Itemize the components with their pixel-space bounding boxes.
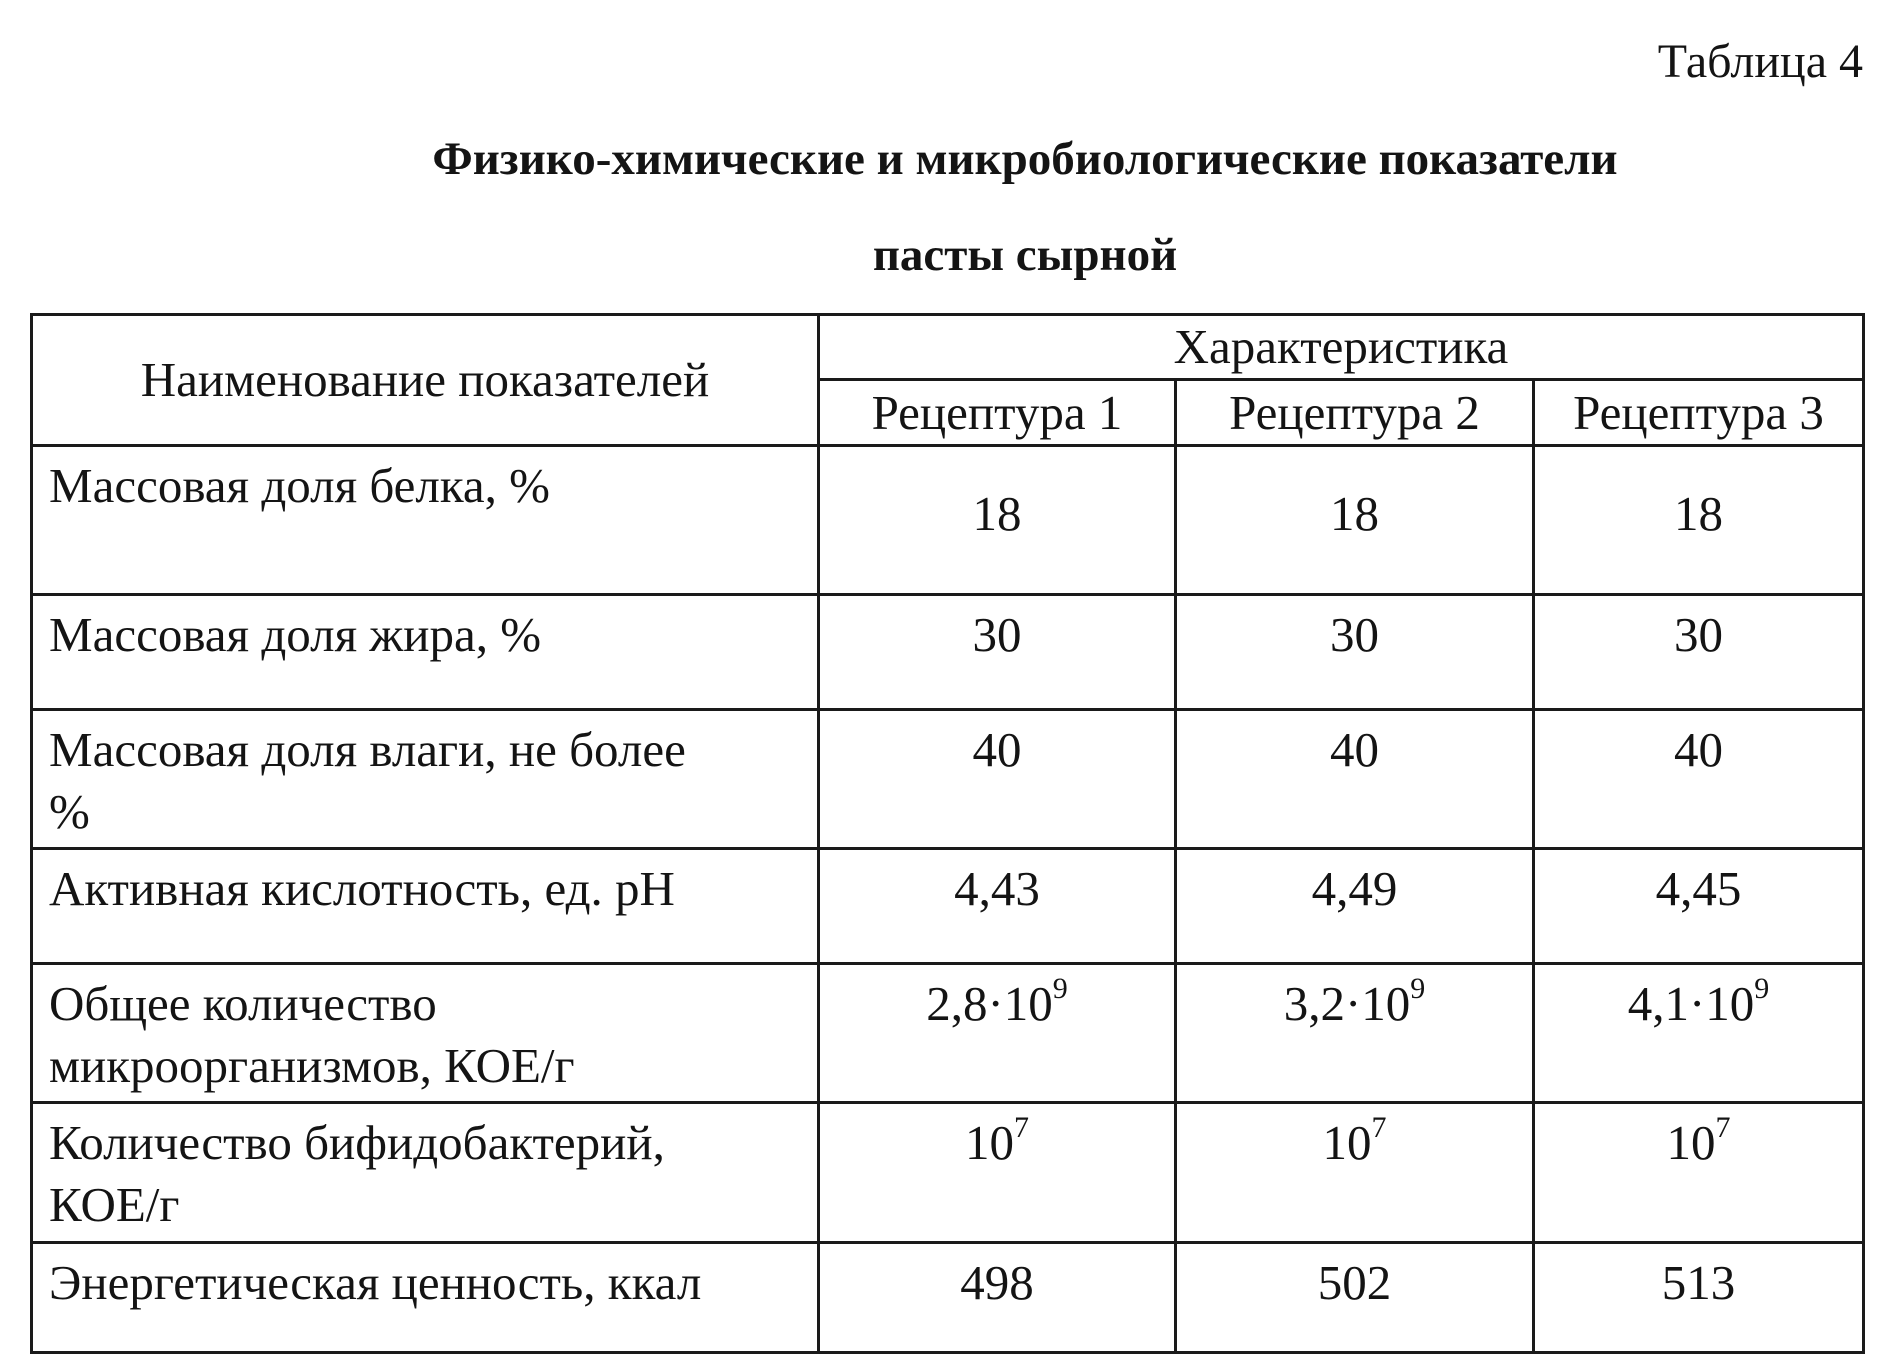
value-base: 2,8·10	[926, 976, 1053, 1031]
row-label-line-1: Количество бифидобактерий,	[49, 1115, 665, 1170]
table-title-line-2: пасты сырной	[872, 229, 1178, 281]
cell-value: 18	[1176, 446, 1534, 595]
row-label	[32, 710, 819, 849]
table-row	[32, 595, 1864, 710]
row-label: Массовая доля жира, %	[32, 595, 819, 710]
table-header-row	[32, 315, 1864, 380]
header-recipe-2: Рецептура 2	[1176, 380, 1534, 446]
cell-value: 4,49	[1176, 849, 1534, 964]
cell-value: 18	[1534, 446, 1864, 595]
row-label-line-2: КОЕ/г	[49, 1177, 180, 1232]
table-number: Таблица 4	[1657, 35, 1863, 88]
cell-value: 4,43	[819, 849, 1176, 964]
value-exponent: 7	[1371, 1111, 1387, 1144]
value-base: 4,1·10	[1627, 976, 1755, 1031]
cell-value: 30	[1534, 595, 1864, 710]
cell-value	[1534, 964, 1864, 1103]
table-row	[32, 849, 1864, 964]
cell-value: 513	[1534, 1243, 1864, 1353]
indicators-table	[30, 313, 1865, 1354]
cell-value	[1176, 1103, 1534, 1243]
value-exponent: 9	[1754, 972, 1770, 1005]
row-label: Энергетическая ценность, ккал	[32, 1243, 819, 1353]
value-exponent: 9	[1052, 972, 1068, 1005]
row-label: Массовая доля белка, %	[32, 446, 819, 595]
row-label	[32, 1103, 819, 1243]
row-label	[32, 964, 819, 1103]
value-base: 10	[1666, 1115, 1716, 1170]
cell-value	[1534, 1103, 1864, 1243]
cell-value: 40	[1534, 710, 1864, 849]
value-base: 3,2·10	[1283, 976, 1411, 1031]
table-row	[32, 964, 1864, 1103]
value-exponent: 7	[1014, 1111, 1029, 1144]
cell-value: 30	[1176, 595, 1534, 710]
table-title-line-1: Физико-химические и микробиологические показатели	[432, 133, 1618, 185]
header-recipe-1: Рецептура 1	[819, 380, 1176, 446]
cell-value: 4,45	[1534, 849, 1864, 964]
row-label-line-2: %	[49, 784, 90, 839]
row-label: Активная кислотность, ед. pH	[32, 849, 819, 964]
cell-value	[1176, 964, 1534, 1103]
value-base: 10	[965, 1115, 1014, 1170]
row-label-line-1: Массовая доля влаги, не более	[49, 722, 686, 777]
row-label-line-2: микроорганизмов, КОЕ/г	[49, 1038, 575, 1093]
row-label-line-1: Общее количество	[49, 976, 437, 1031]
table-row	[32, 1103, 1864, 1243]
cell-value: 498	[819, 1243, 1176, 1353]
value-exponent: 7	[1715, 1111, 1731, 1144]
table-row	[32, 446, 1864, 595]
value-base: 10	[1322, 1115, 1372, 1170]
header-characteristic: Характеристика	[819, 315, 1864, 380]
cell-value	[819, 1103, 1176, 1243]
table-row	[32, 1243, 1864, 1353]
cell-value: 40	[819, 710, 1176, 849]
header-indicator-name: Наименование показателей	[32, 315, 819, 446]
value-exponent: 9	[1410, 972, 1426, 1005]
header-recipe-3: Рецептура 3	[1534, 380, 1864, 446]
cell-value: 40	[1176, 710, 1534, 849]
cell-value: 18	[819, 446, 1176, 595]
cell-value: 502	[1176, 1243, 1534, 1353]
cell-value	[819, 964, 1176, 1103]
table-row	[32, 710, 1864, 849]
cell-value: 30	[819, 595, 1176, 710]
